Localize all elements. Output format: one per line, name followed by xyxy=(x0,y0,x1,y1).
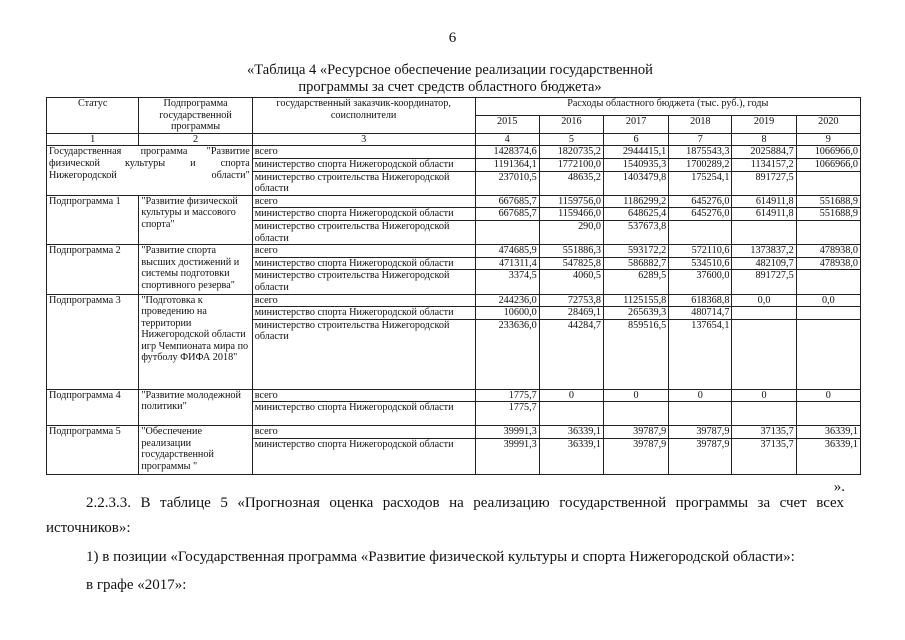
value-cell xyxy=(796,171,860,195)
customer-cell: министерство строительства Нижегородской области xyxy=(252,171,475,195)
value-cell: 37600,0 xyxy=(669,270,732,294)
value-cell: 1134157,2 xyxy=(732,158,796,171)
value-cell: 0,0 xyxy=(796,294,860,307)
value-cell: 547825,8 xyxy=(539,257,603,270)
customer-cell: министерство спорта Нижегородской области xyxy=(252,208,475,221)
customer-cell: министерство строительства Нижегородской области xyxy=(252,319,475,389)
value-cell: 10600,0 xyxy=(475,307,539,320)
customer-cell: министерство спорта Нижегородской области xyxy=(252,438,475,474)
value-cell: 265639,3 xyxy=(603,307,668,320)
value-cell: 891727,5 xyxy=(732,171,796,195)
column-number: 7 xyxy=(669,133,732,146)
value-cell: 0 xyxy=(603,389,668,402)
value-cell: 537673,8 xyxy=(603,220,668,244)
header-status: Статус xyxy=(47,98,139,134)
value-cell: 1191364,1 xyxy=(475,158,539,171)
value-cell: 534510,6 xyxy=(669,257,732,270)
value-cell: 39991,3 xyxy=(475,426,539,439)
column-number: 2 xyxy=(139,133,252,146)
value-cell: 471311,4 xyxy=(475,257,539,270)
value-cell: 482109,7 xyxy=(732,257,796,270)
value-cell: 1875543,3 xyxy=(669,146,732,159)
paragraph-column-2017: в графе «2017»: xyxy=(86,577,187,593)
value-cell xyxy=(732,319,796,389)
value-cell: 667685,7 xyxy=(475,195,539,208)
value-cell: 1066966,0 xyxy=(796,146,860,159)
value-cell: 667685,7 xyxy=(475,208,539,221)
value-cell: 0 xyxy=(539,389,603,402)
value-cell: 1125155,8 xyxy=(603,294,668,307)
value-cell: 44284,7 xyxy=(539,319,603,389)
table-row xyxy=(47,195,861,208)
value-cell: 48635,2 xyxy=(539,171,603,195)
closing-quote: ». xyxy=(833,479,845,495)
value-cell: 6289,5 xyxy=(603,270,668,294)
column-number: 6 xyxy=(603,133,668,146)
value-cell: 244236,0 xyxy=(475,294,539,307)
value-cell: 37135,7 xyxy=(732,426,796,439)
column-number: 9 xyxy=(796,133,860,146)
value-cell: 1540935,3 xyxy=(603,158,668,171)
value-cell xyxy=(539,402,603,426)
value-cell: 36339,1 xyxy=(796,426,860,439)
table-title xyxy=(150,62,750,96)
value-cell: 2944415,1 xyxy=(603,146,668,159)
table-row xyxy=(47,426,861,439)
table-row xyxy=(47,146,861,159)
header-year: 2017 xyxy=(603,115,668,133)
customer-cell: министерство спорта Нижегородской области xyxy=(252,307,475,320)
value-cell: 36339,1 xyxy=(539,438,603,474)
header-year: 2019 xyxy=(732,115,796,133)
customer-cell: всего xyxy=(252,146,475,159)
value-cell xyxy=(669,220,732,244)
customer-cell: министерство спорта Нижегородской области xyxy=(252,257,475,270)
status-cell: Государственная программа "Развитие физической культуры и спорта Нижегородской области" xyxy=(47,146,253,195)
value-cell: 1403479,8 xyxy=(603,171,668,195)
value-cell: 478938,0 xyxy=(796,245,860,258)
value-cell xyxy=(669,402,732,426)
value-cell: 551886,3 xyxy=(539,245,603,258)
customer-cell: всего xyxy=(252,245,475,258)
resource-table xyxy=(46,97,861,475)
header-subprogram: Подпрограмма государственной программы xyxy=(139,98,252,134)
value-cell: 1775,7 xyxy=(475,402,539,426)
value-cell: 290,0 xyxy=(539,220,603,244)
customer-cell: министерство спорта Нижегородской области xyxy=(252,402,475,426)
header-expenses: Расходы областного бюджета (тыс. руб.), годы xyxy=(475,98,860,116)
value-cell xyxy=(732,402,796,426)
value-cell: 1159466,0 xyxy=(539,208,603,221)
value-cell xyxy=(796,307,860,320)
customer-cell: всего xyxy=(252,389,475,402)
header-year: 2016 xyxy=(539,115,603,133)
header-year: 2020 xyxy=(796,115,860,133)
value-cell: 474685,9 xyxy=(475,245,539,258)
paragraph-item-1: 1) в позиции «Государственная программа «Развитие физической культуры и спорта Нижегородской области»: xyxy=(86,549,795,565)
header-customer: государственный заказчик-координатор, соисполнители xyxy=(252,98,475,134)
value-cell: 1373837,2 xyxy=(732,245,796,258)
subprogram-cell: "Обеспечение реализации государственной программы " xyxy=(139,426,252,475)
status-cell: Подпрограмма 5 xyxy=(47,426,139,475)
value-cell xyxy=(732,307,796,320)
column-number: 3 xyxy=(252,133,475,146)
customer-cell: министерство строительства Нижегородской области xyxy=(252,220,475,244)
page-number: 6 xyxy=(448,30,457,46)
customer-cell: всего xyxy=(252,195,475,208)
table-title-line1: «Таблица 4 «Ресурсное обеспечение реализации государственной xyxy=(247,62,653,78)
value-cell: 572110,6 xyxy=(669,245,732,258)
value-cell: 36339,1 xyxy=(539,426,603,439)
value-cell: 72753,8 xyxy=(539,294,603,307)
customer-cell: всего xyxy=(252,426,475,439)
value-cell: 593172,2 xyxy=(603,245,668,258)
subprogram-cell: "Развитие спорта высших достижений и системы подготовки спортивного резерва" xyxy=(139,245,252,294)
value-cell xyxy=(796,270,860,294)
value-cell: 237010,5 xyxy=(475,171,539,195)
status-cell: Подпрограмма 2 xyxy=(47,245,139,294)
column-number: 4 xyxy=(475,133,539,146)
value-cell: 891727,5 xyxy=(732,270,796,294)
value-cell: 648625,4 xyxy=(603,208,668,221)
value-cell: 551688,9 xyxy=(796,195,860,208)
subprogram-cell: "Подготовка к проведению на территории Нижегородской области игр Чемпионата мира по футболу ФИФА 2018" xyxy=(139,294,252,389)
value-cell: 1820735,2 xyxy=(539,146,603,159)
value-cell xyxy=(475,220,539,244)
status-cell: Подпрограмма 1 xyxy=(47,195,139,244)
value-cell: 39991,3 xyxy=(475,438,539,474)
status-cell: Подпрограмма 4 xyxy=(47,389,139,426)
value-cell: 1428374,6 xyxy=(475,146,539,159)
value-cell: 859516,5 xyxy=(603,319,668,389)
value-cell: 0 xyxy=(669,389,732,402)
value-cell: 480714,7 xyxy=(669,307,732,320)
subprogram-cell: "Развитие физической культуры и массового спорта" xyxy=(139,195,252,244)
value-cell: 3374,5 xyxy=(475,270,539,294)
table-row xyxy=(47,245,861,258)
value-cell: 2025884,7 xyxy=(732,146,796,159)
value-cell: 614911,8 xyxy=(732,195,796,208)
column-number: 1 xyxy=(47,133,139,146)
value-cell xyxy=(603,402,668,426)
column-number: 5 xyxy=(539,133,603,146)
value-cell xyxy=(732,220,796,244)
customer-cell: министерство строительства Нижегородской области xyxy=(252,270,475,294)
table-title-line2: программы за счет средств областного бюджета» xyxy=(298,79,602,95)
value-cell: 478938,0 xyxy=(796,257,860,270)
header-year: 2015 xyxy=(475,115,539,133)
table-row xyxy=(47,294,861,307)
value-cell: 586882,7 xyxy=(603,257,668,270)
value-cell: 137654,1 xyxy=(669,319,732,389)
value-cell: 39787,9 xyxy=(603,426,668,439)
value-cell: 175254,1 xyxy=(669,171,732,195)
value-cell: 233636,0 xyxy=(475,319,539,389)
value-cell: 1775,7 xyxy=(475,389,539,402)
value-cell: 39787,9 xyxy=(669,426,732,439)
value-cell xyxy=(796,319,860,389)
value-cell: 1159756,0 xyxy=(539,195,603,208)
value-cell: 37135,7 xyxy=(732,438,796,474)
paragraph-2-2-3-3-line1: 2.2.3.3. В таблице 5 «Прогнозная оценка расходов на реализацию государственной программы за счет всех xyxy=(86,495,844,511)
value-cell: 618368,8 xyxy=(669,294,732,307)
paragraph-2-2-3-3-line2: источников»: xyxy=(46,520,131,536)
value-cell: 39787,9 xyxy=(669,438,732,474)
customer-cell: министерство спорта Нижегородской области xyxy=(252,158,475,171)
value-cell: 1186299,2 xyxy=(603,195,668,208)
customer-cell: всего xyxy=(252,294,475,307)
table-row xyxy=(47,389,861,402)
value-cell: 1772100,0 xyxy=(539,158,603,171)
value-cell: 39787,9 xyxy=(603,438,668,474)
value-cell: 645276,0 xyxy=(669,208,732,221)
value-cell: 551688,9 xyxy=(796,208,860,221)
value-cell: 0 xyxy=(732,389,796,402)
header-year: 2018 xyxy=(669,115,732,133)
column-number: 8 xyxy=(732,133,796,146)
value-cell: 1066966,0 xyxy=(796,158,860,171)
status-cell: Подпрограмма 3 xyxy=(47,294,139,389)
value-cell: 28469,1 xyxy=(539,307,603,320)
value-cell xyxy=(796,220,860,244)
subprogram-cell: "Развитие молодежной политики" xyxy=(139,389,252,426)
value-cell: 36339,1 xyxy=(796,438,860,474)
value-cell: 0,0 xyxy=(732,294,796,307)
value-cell: 1700289,2 xyxy=(669,158,732,171)
value-cell: 645276,0 xyxy=(669,195,732,208)
value-cell: 4060,5 xyxy=(539,270,603,294)
value-cell xyxy=(796,402,860,426)
value-cell: 0 xyxy=(796,389,860,402)
value-cell: 614911,8 xyxy=(732,208,796,221)
